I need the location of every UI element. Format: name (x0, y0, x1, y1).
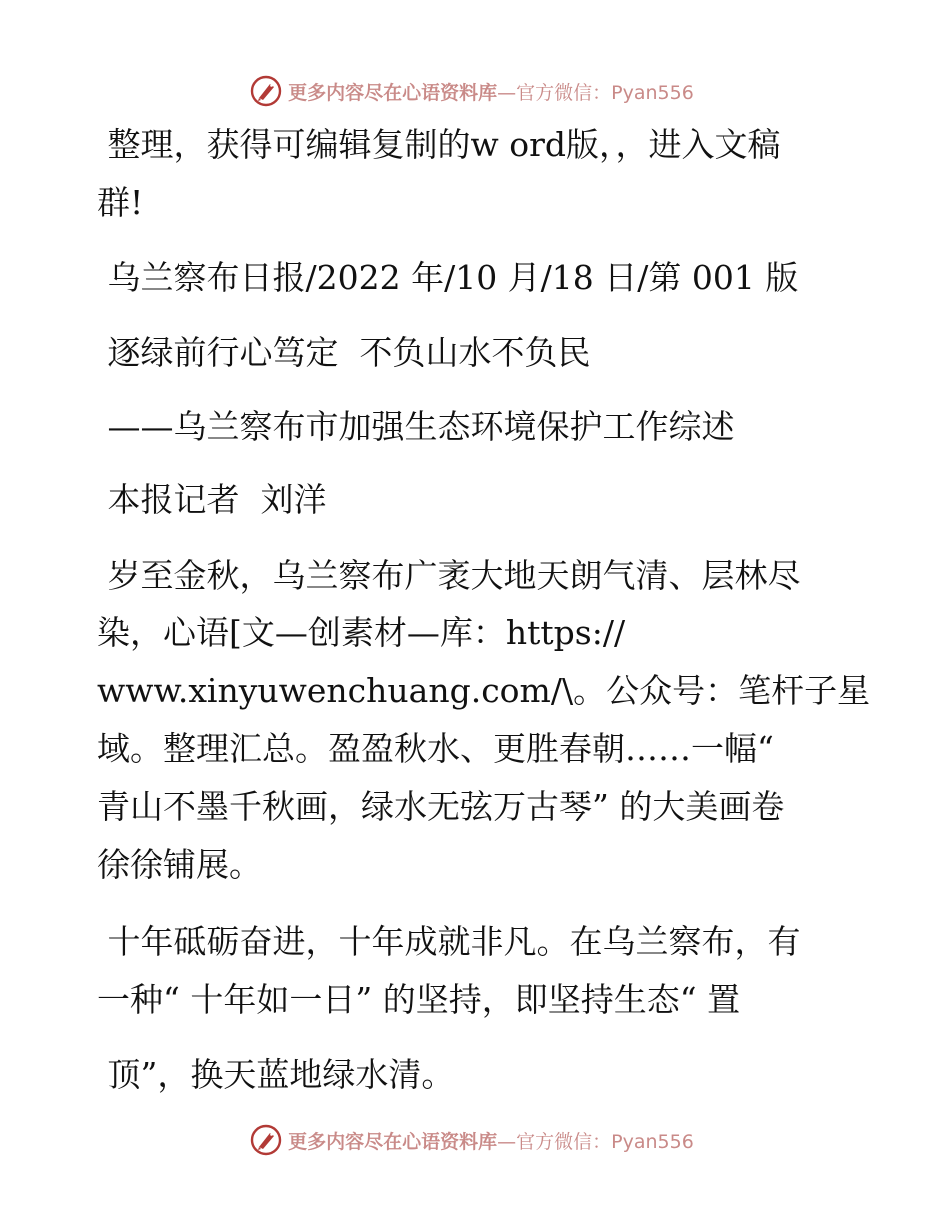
banner-wechat: 官方微信：Pyan556 (516, 1130, 694, 1153)
text-line: 整理，获得可编辑复制的w ord版，，进入文稿 (97, 125, 781, 164)
banner-dash: — (497, 1130, 517, 1153)
banner-text (288, 1127, 694, 1154)
banner-text (288, 78, 694, 105)
text-line: 青山不墨千秋画，绿水无弦万古琴” 的大美画卷 (97, 787, 785, 826)
byline: 本报记者 刘洋 (97, 480, 327, 519)
dateline: 乌兰察布日报/2022 年/10 月/18 日/第 001 版 (97, 258, 799, 297)
article-headline: 逐绿前行心笃定 不负山水不负民 (97, 333, 591, 372)
text-line: 十年砥砺奋进，十年成就非凡。在乌兰察布，有 (97, 922, 801, 961)
article-subheadline: ——乌兰察布市加强生态环境保护工作综述 (97, 407, 735, 446)
header-banner (0, 71, 950, 111)
text-line: 一种“ 十年如一日” 的坚持，即坚持生态“ 置 (97, 980, 741, 1019)
text-line: 徐徐铺展。 (97, 845, 262, 884)
banner-title: 更多内容尽在心语资料库 (288, 81, 498, 104)
banner-dash: — (497, 81, 517, 104)
text-line: 群! (97, 183, 144, 222)
pen-logo-icon (250, 1124, 282, 1156)
text-line: 顶”，换天蓝地绿水清。 (97, 1055, 455, 1094)
text-line: 染，心语[文—创素材—库：https:// (97, 613, 626, 652)
text-line: 域。整理汇总。盈盈秋水、更胜春朝……一幅“ (97, 729, 774, 768)
banner-wechat: 官方微信：Pyan556 (516, 81, 694, 104)
banner-title: 更多内容尽在心语资料库 (288, 1130, 498, 1153)
pen-logo-icon (250, 75, 282, 107)
text-line: www.xinyuwenchuang.com/\。公众号：笔杆子星 (97, 671, 871, 710)
text-line: 岁至金秋，乌兰察布广袤大地天朗气清、层林尽 (97, 556, 801, 595)
footer-banner (0, 1120, 950, 1160)
